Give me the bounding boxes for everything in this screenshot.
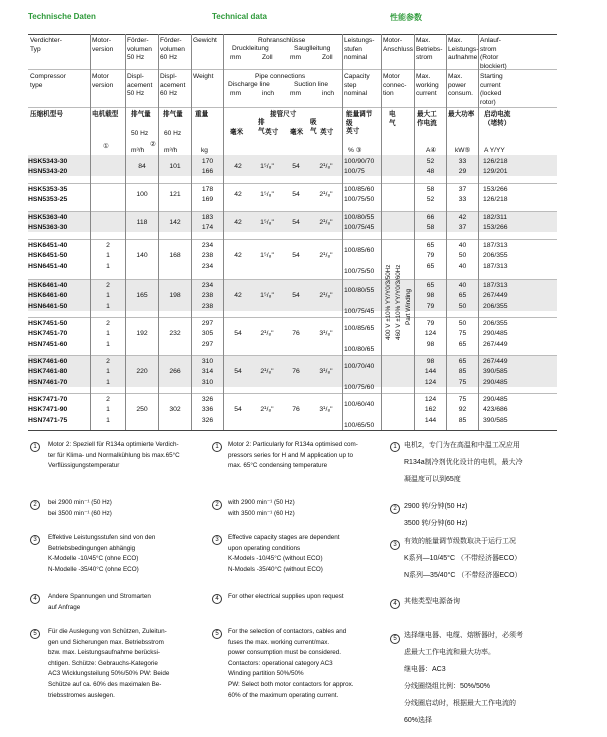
cell-f60: 198 — [169, 292, 181, 299]
hdr-mm-de: mm — [230, 54, 241, 61]
footnote-number: 1 — [212, 441, 222, 452]
cell-stages: 100/80/55 100/75/45 — [344, 214, 375, 232]
hdr-model-cn: 压缩机型号 — [30, 111, 63, 118]
hdr-pipe-d-en: Discharge line — [228, 81, 270, 88]
hdr-pipe-s-cn: 吸 气 — [310, 119, 317, 135]
cell-stages: 100/85/60 100/75/50 — [344, 247, 375, 275]
footnote-en: Motor 2: Particularly for R134a optimised com- pressors series for H and M application up to max. 65°C condensing temperature — [228, 441, 358, 470]
hdr-mm2-en: mm — [290, 90, 301, 97]
cell-start: 126/218 129/201 — [483, 158, 508, 176]
cell-start: 187/313 267/449 206/355 — [483, 282, 508, 310]
cell-dmm: 42 — [234, 292, 242, 299]
footnote-de: Andere Spannungen und Stromarten auf Anfrage — [48, 593, 151, 611]
cell-weight: 183 174 — [201, 214, 214, 232]
cell-maxpow: 37 33 — [458, 186, 467, 204]
hdr-stages-en: Capacity step nominal — [344, 73, 370, 97]
hdr-pipe-de: Rohranschlüsse — [258, 37, 306, 44]
cell-dmm: 54 — [234, 406, 242, 413]
cell-f60: 101 — [169, 163, 181, 170]
cell-weight: 178 169 — [201, 186, 214, 204]
vertical-voltage-400: 400 V ±10% YY/Y0/3/50Hz — [385, 264, 392, 340]
cell-sinch: 3¹/₈" — [319, 406, 333, 413]
hdr-model-en: Compressor type — [30, 73, 66, 89]
footnote-en: For other electrical supplies upon request — [228, 593, 344, 600]
footnote-number: 4 — [212, 593, 222, 604]
cell-dinch: 1⁵/₈" — [260, 252, 274, 259]
cell-maxcur: 65 98 79 — [426, 282, 435, 310]
hdr-mm-en: mm — [230, 90, 241, 97]
cell-dinch: 1⁵/₈" — [260, 163, 274, 170]
hdr-mm-cn: 毫米 — [230, 129, 244, 136]
hdr-inch2-en: inch — [322, 90, 335, 97]
footnote-cn: 有效的能量调节级数取决于运行工况 K系列—10/45°C （不带经济器ECO） N系列—35/40°C （不带经济器ECO） — [404, 538, 522, 579]
cell-maxpow: 50 75 65 — [458, 320, 467, 348]
footnote-de: Motor 2: Speziell für R134a optimierte Verdich- ter für Klima- und Normalkühlung bis max.65°C Verflüssigungstemperatur — [48, 441, 180, 470]
hdr-pipe-cn: 接管尺寸 — [270, 111, 297, 118]
footnote-number: 3 — [390, 539, 400, 550]
cell-smm: 54 — [292, 219, 300, 226]
hdr-f50-de: Förder- volumen 50 Hz — [127, 37, 152, 61]
cell-motor: 2 1 1 — [106, 242, 110, 270]
table-row: HSK5343-30 HSN5343-20 — [28, 158, 68, 176]
cell-sinch: 2¹/₈" — [319, 219, 333, 226]
cell-dinch: 1⁵/₈" — [260, 191, 274, 198]
cell-stages: 100/85/60 100/75/50 — [344, 186, 375, 204]
cell-maxpow: 75 92 85 — [458, 396, 467, 424]
hdr-stages-cn: 能量调节 级 英寸 — [346, 111, 373, 135]
footnote-number: 4 — [30, 593, 40, 604]
hdr-pipe-en: Pipe connections — [255, 73, 306, 80]
cell-maxcur: 65 79 65 — [426, 242, 435, 270]
hdr-f60-en: Displ- acement 60 Hz — [160, 73, 186, 97]
hdr-motor-de: Motor- version — [92, 37, 114, 53]
cell-smm: 76 — [292, 406, 300, 413]
footnote-de: bei 2900 min⁻¹ (50 Hz) bei 3500 min⁻¹ (60 Hz) — [48, 499, 112, 517]
footnote-cn: 2900 转/分钟(50 Hz) 3500 转/分钟(60 Hz) — [404, 503, 468, 527]
unit-stages: % ③ — [348, 147, 362, 154]
hdr-pipe-s-en: Suction line — [294, 81, 329, 88]
cell-f60: 266 — [169, 368, 181, 375]
cell-maxcur: 52 48 — [426, 158, 435, 176]
footnote-en: with 2900 min⁻¹ (50 Hz) with 3500 min⁻¹ (60 Hz) — [228, 499, 295, 517]
unit-maxcur: A④ — [426, 147, 437, 154]
hdr-f50-cn: 排气量 — [131, 111, 151, 118]
cell-f60: 121 — [169, 191, 181, 198]
footnote-cn: 其他类型电源备询 — [404, 598, 460, 605]
cell-f50: 192 — [136, 330, 148, 337]
unit-maxpow: kW⑤ — [455, 147, 471, 154]
cell-maxcur: 66 58 — [426, 214, 435, 232]
cell-f60: 168 — [169, 252, 181, 259]
table-row: HSK7451-50 HSK7451-70 HSN7451-60 — [28, 320, 68, 348]
hdr-maxcur-cn: 最大工 作电流 — [417, 111, 437, 127]
hdr-conn-cn: 电 气 — [389, 111, 396, 127]
unit-f60: m³/h — [164, 147, 178, 154]
cell-sinch: 2¹/₈" — [319, 191, 333, 198]
cell-dmm: 54 — [234, 330, 242, 337]
hdr-inch-cn: 英寸 — [265, 129, 279, 136]
hdr-conn-en: Motor connec- tion — [383, 73, 407, 97]
cell-weight: 170 166 — [201, 158, 214, 176]
hdr-start-cn: 启动电流 （堵转） — [484, 111, 511, 127]
cell-motor: 2 1 1 — [106, 396, 110, 424]
footnote-en: For the selection of contactors, cables and fuses the max. working current/max. power consumption must be considered. Contactors: operational category AC3 Winding partition 50%/50% PW: Select both motor contactors for approx. 60% of the maximum operating current. — [228, 628, 354, 699]
cell-sinch: 3¹/₈" — [319, 330, 333, 337]
hdr-zoll2-de: Zoll — [322, 54, 333, 61]
footnote-number: 2 — [390, 503, 400, 514]
table-row: HSK7461-60 HSK7461-80 HSN7461-70 — [28, 358, 68, 386]
cell-smm: 76 — [292, 330, 300, 337]
footnote-number: 2 — [30, 499, 40, 510]
hdr-start-en: Starting current (locked rotor) — [480, 73, 503, 106]
cell-stages: 100/60/40 100/65/50 — [344, 401, 375, 429]
cell-smm: 54 — [292, 292, 300, 299]
unit-f-note: ② — [150, 141, 156, 148]
cell-sinch: 3¹/₈" — [319, 368, 333, 375]
vertical-part-winding: Part Winding — [405, 288, 412, 325]
hdr-motor-en: Motor version — [92, 73, 114, 89]
hdr-inch2-cn: 英寸 — [320, 129, 334, 136]
cell-maxcur: 79 124 98 — [424, 320, 437, 348]
cell-f50: 220 — [136, 368, 148, 375]
cell-weight: 310 314 310 — [201, 358, 214, 386]
unit-start: A Y/YY — [484, 147, 505, 154]
cell-sinch: 2¹/₈" — [319, 292, 333, 299]
cell-dinch: 2¹/₈" — [260, 406, 274, 413]
table-row: HSK5363-40 HSN5363-30 — [28, 214, 68, 232]
cell-smm: 54 — [292, 191, 300, 198]
cell-maxpow: 33 29 — [458, 158, 467, 176]
title-cn: 性能参数 — [390, 13, 422, 22]
unit-motor: ① — [103, 143, 109, 150]
cell-dmm: 54 — [234, 368, 242, 375]
hdr-inch-en: inch — [262, 90, 275, 97]
cell-dmm: 42 — [234, 219, 242, 226]
cell-sinch: 2¹/₈" — [319, 163, 333, 170]
footnote-de: Effektive Leistungsstufen sind von den Betriebsbedingungen abhängig K-Modelle -10/45°C (ohne ECO) N-Modelle -35/40°C (ohne ECO) — [48, 534, 156, 573]
cell-dinch: 2¹/₈" — [260, 368, 274, 375]
cell-maxpow: 40 50 40 — [458, 242, 467, 270]
hdr-maxcur-en: Max. working current — [416, 73, 439, 97]
cell-stages: 100/85/65 100/80/65 — [344, 325, 375, 353]
footnote-number: 5 — [390, 633, 400, 644]
cell-sinch: 2¹/₈" — [319, 252, 333, 259]
cell-f50: 84 — [138, 163, 146, 170]
cell-f60: 302 — [169, 406, 181, 413]
footnote-number: 1 — [30, 441, 40, 452]
footnote-number: 3 — [30, 534, 40, 545]
unit-f60-hz: 60 Hz — [164, 130, 182, 137]
table-row: HSK6451-40 HSK6451-50 HSN6451-40 — [28, 242, 68, 270]
table-row: HSK6461-40 HSK6461-60 HSN6461-50 — [28, 282, 68, 310]
cell-motor: 2 1 1 — [106, 320, 110, 348]
cell-stages: 100/80/55 100/75/45 — [344, 287, 375, 315]
cell-dinch: 2¹/₈" — [260, 330, 274, 337]
footnote-en: Effective capacity stages are dependent upon operating conditions K-Models -10/45°C (without ECO) N-Models -35/40°C (without ECO) — [228, 534, 340, 573]
table-row: HSK7471-70 HSK7471-90 HSN7471-75 — [28, 396, 68, 424]
cell-weight: 234 238 238 — [201, 282, 214, 310]
footnote-number: 4 — [390, 598, 400, 609]
footnote-number: 2 — [212, 499, 222, 510]
cell-weight: 326 336 326 — [201, 396, 214, 424]
footnote-de: Für die Auslegung von Schützen, Zuleitun- gen und Sicherungen max. Betriebsstrom bzw. max. Leistungsaufnahme berücksi- chtigen. Schütze: Gebrauchs-Kategorie AC3 Wicklungsteilung 50%/50% PW: Beide Schütze auf ca. 60% des maximalen Be- triebsstromes auslegen. — [48, 628, 170, 699]
cell-smm: 76 — [292, 368, 300, 375]
cell-f50: 250 — [136, 406, 148, 413]
footnote-number: 3 — [212, 534, 222, 545]
cell-maxcur: 124 162 144 — [424, 396, 437, 424]
hdr-weight-de: Gewicht — [193, 37, 217, 44]
hdr-mm2-de: mm — [290, 54, 301, 61]
hdr-weight-cn: 重量 — [195, 111, 209, 118]
footnote-cn: 电机2，专门为在高温和中温工况应用 R134a制冷剂优化设计的电机，最大冷 凝温度可以到65度 — [404, 442, 523, 483]
hdr-f50-en: Displ- acement 50 Hz — [127, 73, 153, 97]
footnote-number: 1 — [390, 441, 400, 452]
hdr-mm2-cn: 毫米 — [290, 129, 304, 136]
title-de: Technische Daten — [28, 12, 96, 21]
cell-start: 182/311 153/266 — [483, 214, 508, 232]
cell-f50: 140 — [136, 252, 148, 259]
cell-start: 153/266 126/218 — [483, 186, 508, 204]
hdr-weight-en: Weight — [193, 73, 214, 80]
hdr-f60-de: Förder- volumen 60 Hz — [160, 37, 185, 61]
hdr-maxpow-de: Max. Leistungs- aufnahme — [448, 37, 479, 61]
cell-maxpow: 65 85 75 — [458, 358, 467, 386]
cell-motor: 2 1 1 — [106, 358, 110, 386]
cell-f50: 165 — [136, 292, 148, 299]
cell-f50: 100 — [136, 191, 148, 198]
cell-dmm: 42 — [234, 163, 242, 170]
hdr-stages-de: Leistungs- stufen nominal — [344, 37, 375, 61]
cell-start: 290/485 423/686 390/585 — [483, 396, 508, 424]
cell-motor: 2 1 1 — [106, 282, 110, 310]
hdr-pipe-d-de: Druckleitung — [232, 45, 269, 52]
cell-start: 267/449 390/585 290/485 — [483, 358, 508, 386]
unit-f50: m³/h — [131, 147, 145, 154]
footnote-number: 5 — [212, 628, 222, 639]
cell-dmm: 42 — [234, 191, 242, 198]
cell-stages: 100/90/70 100/75 — [344, 158, 375, 176]
hdr-conn-de: Motor- Anschluss — [383, 37, 414, 53]
hdr-model-de: Verdichter- Typ — [30, 37, 62, 53]
cell-f60: 232 — [169, 330, 181, 337]
hdr-pipe-s-de: Sauglleitung — [294, 45, 331, 52]
cell-stages: 100/70/40 100/75/60 — [344, 363, 375, 391]
cell-maxpow: 40 65 50 — [458, 282, 467, 310]
footnote-number: 5 — [30, 628, 40, 639]
cell-maxpow: 42 37 — [458, 214, 467, 232]
table-row: HSK5353-35 HSN5353-25 — [28, 186, 68, 204]
hdr-pipe-d-cn: 排 气 — [258, 119, 265, 135]
footnote-cn: 选择继电器、电缆、熔断器时，必须考 虑最大工作电流和最大功率。 继电器：AC3 分线圈绕组比例：50%/50% 分线圈启动时，根据最大工作电流的 60%选择 — [404, 632, 523, 724]
hdr-zoll-de: Zoll — [262, 54, 273, 61]
cell-f60: 142 — [169, 219, 181, 226]
cell-maxcur: 58 52 — [426, 186, 435, 204]
cell-dmm: 42 — [234, 252, 242, 259]
cell-f50: 118 — [136, 219, 148, 226]
cell-start: 206/355 290/485 267/449 — [483, 320, 508, 348]
hdr-start-de: Anlauf- strom (Rotor blockiert) — [480, 37, 507, 70]
cell-dinch: 1⁵/₈" — [260, 219, 274, 226]
unit-weight: kg — [201, 147, 208, 154]
hdr-maxpow-en: Max. power consum. — [448, 73, 473, 97]
hdr-maxcur-de: Max. Betriebs- strom — [416, 37, 443, 61]
hdr-motor-cn: 电机载型 — [92, 111, 119, 118]
hdr-f60-cn: 排气量 — [163, 111, 183, 118]
cell-dinch: 1⁵/₈" — [260, 292, 274, 299]
unit-f50-hz: 50 Hz — [131, 130, 149, 137]
hdr-maxpow-cn: 最大功率 — [448, 111, 475, 118]
cell-maxcur: 98 144 124 — [424, 358, 437, 386]
vertical-voltage-460: 460 V ±10% YY/Y0/3/60Hz — [395, 264, 402, 340]
cell-weight: 297 305 297 — [201, 320, 214, 348]
cell-start: 187/313 206/355 187/313 — [483, 242, 508, 270]
cell-weight: 234 238 234 — [201, 242, 214, 270]
cell-smm: 54 — [292, 252, 300, 259]
title-en: Technical data — [212, 12, 267, 21]
cell-smm: 54 — [292, 163, 300, 170]
